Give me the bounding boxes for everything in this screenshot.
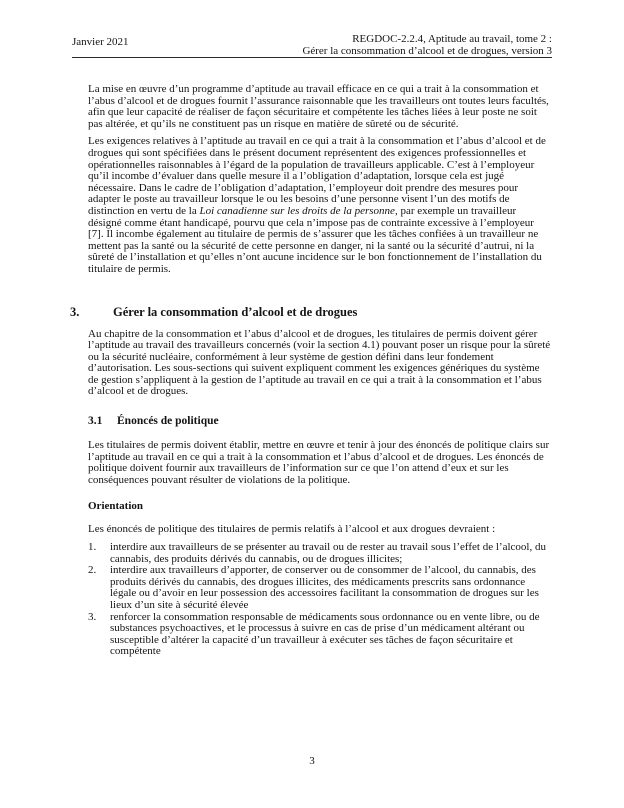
document-body: [70, 84, 552, 658]
header-date: Janvier 2021: [72, 36, 129, 48]
section-3-title: Gérer la consommation d’alcool et de drogues: [113, 304, 358, 319]
section-3-number: 3.: [70, 304, 80, 319]
list-item-number: 1.: [88, 541, 97, 554]
section-3-1-heading: [88, 415, 552, 428]
intro-paragraph-2-text-after: , par exemple un travailleur désigné comme étant handicapé, pourvu que cela n’impose pas de contrainte excessive à l’employeur [7]. Il incombe également au titulaire de permis de s’assurer que les tâches confiées à un travailleur ne mettent pas la santé ou la sécurité de cette personne en danger, ni la santé ou la sécurité d’autrui, ni la sûreté de l’installation et qu’elles n’ont aucune incidence sur le bon fonctionnement de l’installation du titulaire de permis.: [88, 204, 542, 275]
policy-list-intro: Les énoncés de politique des titulaires de permis relatifs à l’alcool et aux drogues devraient :: [88, 523, 496, 536]
list-item-text: interdire aux travailleurs de se présenter au travail ou de rester au travail sous l’effet de l’alcool, du cannabis, des produits dérivés du cannabis, ou de drogues illicites;: [110, 541, 546, 565]
law-title-italic: Loi canadienne sur les droits de la personne: [199, 204, 395, 217]
header-doc-title: [302, 33, 552, 57]
section-3-heading: [70, 305, 552, 319]
header-rule: [72, 57, 552, 58]
orientation-heading: Orientation: [88, 500, 143, 513]
header-doc-title-line1: REGDOC-2.2.4, Aptitude au travail, tome 2 :: [352, 33, 552, 45]
page-header: [72, 33, 552, 57]
list-item: [88, 565, 552, 611]
page-footer: [0, 755, 624, 767]
header-doc-title-line2: Gérer la consommation d’alcool et de drogues, version 3: [302, 45, 552, 57]
intro-paragraph-1: La mise en œuvre d’un programme d’aptitude au travail efficace en ce qui a trait à la consommation et l’abus d’alcool et de drogues fournit l’assurance raisonnable que les travailleurs ont toutes leurs facultés, afin que leur capacité de réaliser de façon sécuritaire et compétente les tâches liées à leur poste ne soit pas altérée, et qu’ils ne constituent pas un risque en matière de sûreté ou de sécurité.: [88, 83, 549, 130]
intro-paragraph-2: [88, 136, 552, 275]
section-3-1-title: Énoncés de politique: [117, 415, 219, 428]
list-item-number: 3.: [88, 610, 97, 623]
list-item-text: renforcer la consommation responsable de médicaments sous ordonnance ou en vente libre, ou de substances psychoactives, et le processus à suivre en cas de prise d’un médicament altérant ou susceptible d’altérer la capacité d’un travailleur à exécuter ses tâches de façon sécuritaire et compétente: [110, 610, 540, 658]
list-item: [88, 612, 552, 658]
list-item-number: 2.: [88, 564, 97, 577]
page-number: 3: [309, 755, 315, 767]
intro-paragraph-2-text-before: Les exigences relatives à l’aptitude au travail en ce qui a trait à la consommation et l’abus d’alcool et de drogues qui sont spécifiées dans le présent document représentent des exigences professionnelles et opérationnelles raisonnables à l’égard de la population de travailleurs applicable. C’est à l’employeur qu’il incombe d’évaluer dans quelle mesure il a l’obligation d’adaptation, lorsque cela est jugé nécessaire. Dans le cadre de l’obligation d’adaptation, l’employeur doit prendre des mesures pour adapter le poste au travailleur lorsque le ou les besoins d’une personne visent l’un des motifs de distinction en vertu de la: [88, 135, 546, 217]
section-3-paragraph: Au chapitre de la consommation et l’abus d’alcool et de drogues, les titulaires de permis doivent gérer l’aptitude au travail des travailleurs concernés (voir la section 4.1) pouvant poser un risque pour la sûreté ou la sécurité nucléaire, conformément à leur système de gestion défini dans leur fondement d’autorisation. Les sous-sections qui suivent expliquent comment les exigences génériques du système de gestion s’appliquent à la gestion de l’aptitude au travail en ce qui a trait à la consommation et l’abus d’alcool et de drogues.: [88, 327, 551, 398]
list-item: [88, 542, 552, 565]
section-3-1-number: 3.1: [88, 415, 103, 428]
list-item-text: interdire aux travailleurs d’apporter, de conserver ou de consommer de l’alcool, du cannabis, des produits dérivés du cannabis, des drogues illicites, des médicaments prescrits sans ordonnance légale ou d’avoir en leur possession des accessoires facilitant la consommation de drogues sur les lieux d’un site à sécurité élevée: [110, 564, 539, 611]
policy-list: [88, 542, 552, 658]
section-3-1-paragraph: Les titulaires de permis doivent établir, mettre en œuvre et tenir à jour des énoncés de politique clairs sur l’aptitude au travail en ce qui a trait à la consommation et l’abus d’alcool et de drogues. Les énoncés de politique doivent fournir aux travailleurs de l’information sur ce que l’on attend d’eux et sur les conséquences pouvant résulter de violations de la politique.: [88, 439, 550, 486]
